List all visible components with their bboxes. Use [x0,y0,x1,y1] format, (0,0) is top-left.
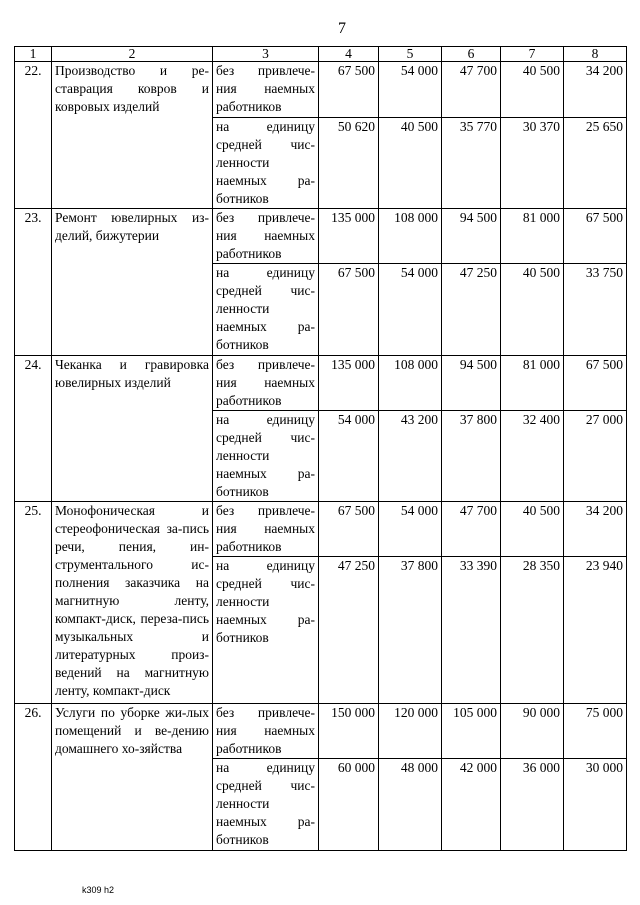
value-cell: 27 000 [564,411,627,502]
value-cell: 37 800 [379,557,442,704]
value-cell: 54 000 [319,411,379,502]
condition: на единицу средней чис-ленности наемных ра-ботников [213,557,319,704]
row-number: 26. [15,704,52,851]
header-row [15,47,627,62]
table-row [15,704,627,759]
row-number: 24. [15,356,52,502]
column-header: 1 [15,47,52,62]
table-row [15,62,627,118]
value-cell: 81 000 [501,356,564,411]
condition: без привлече-ния наемных работников [213,356,319,411]
condition: на единицу средней чис-ленности наемных ра-ботников [213,759,319,851]
value-cell: 36 000 [501,759,564,851]
value-cell: 67 500 [319,264,379,356]
value-cell: 47 250 [442,264,501,356]
table-row [15,356,627,411]
tariff-table [14,46,627,851]
value-cell: 135 000 [319,209,379,264]
value-cell: 67 500 [319,62,379,118]
value-cell: 94 500 [442,356,501,411]
condition: без привлече-ния наемных работников [213,209,319,264]
value-cell: 47 700 [442,62,501,118]
row-number: 22. [15,62,52,209]
value-cell: 135 000 [319,356,379,411]
value-cell: 42 000 [442,759,501,851]
value-cell: 67 500 [564,209,627,264]
column-header: 2 [52,47,213,62]
value-cell: 54 000 [379,62,442,118]
value-cell: 32 400 [501,411,564,502]
value-cell: 94 500 [442,209,501,264]
value-cell: 54 000 [379,264,442,356]
row-number: 23. [15,209,52,356]
table-row [15,502,627,557]
value-cell: 34 200 [564,502,627,557]
column-header: 5 [379,47,442,62]
value-cell: 30 000 [564,759,627,851]
condition: без привлече-ния наемных работников [213,62,319,118]
condition: на единицу средней чис-ленности наемных ра-ботников [213,118,319,209]
value-cell: 40 500 [379,118,442,209]
value-cell: 90 000 [501,704,564,759]
value-cell: 50 620 [319,118,379,209]
value-cell: 33 750 [564,264,627,356]
value-cell: 108 000 [379,356,442,411]
value-cell: 40 500 [501,502,564,557]
value-cell: 33 390 [442,557,501,704]
value-cell: 25 650 [564,118,627,209]
value-cell: 75 000 [564,704,627,759]
activity-name: Производство и ре-ставрация ковров и ковровых изделий [52,62,213,209]
value-cell: 35 770 [442,118,501,209]
column-header: 6 [442,47,501,62]
document-code: k309 h2 [82,885,115,895]
value-cell: 28 350 [501,557,564,704]
value-cell: 47 700 [442,502,501,557]
row-number: 25. [15,502,52,704]
table-row [15,209,627,264]
value-cell: 40 500 [501,264,564,356]
page-number: 7 [338,20,346,37]
value-cell: 54 000 [379,502,442,557]
condition: на единицу средней чис-ленности наемных ра-ботников [213,264,319,356]
value-cell: 23 940 [564,557,627,704]
condition: без привлече-ния наемных работников [213,704,319,759]
value-cell: 67 500 [319,502,379,557]
value-cell: 48 000 [379,759,442,851]
column-header: 4 [319,47,379,62]
column-header: 8 [564,47,627,62]
value-cell: 47 250 [319,557,379,704]
column-header: 3 [213,47,319,62]
activity-name: Ремонт ювелирных из-делий, бижутерии [52,209,213,356]
column-header: 7 [501,47,564,62]
activity-name: Чеканка и гравировка ювелирных изделий [52,356,213,502]
value-cell: 43 200 [379,411,442,502]
value-cell: 81 000 [501,209,564,264]
value-cell: 108 000 [379,209,442,264]
value-cell: 105 000 [442,704,501,759]
value-cell: 120 000 [379,704,442,759]
value-cell: 30 370 [501,118,564,209]
value-cell: 67 500 [564,356,627,411]
activity-name: Монофоническая и стереофоническая за-пись речи, пения, ин-струментального ис-полнения заказчика на магнитную ленту, компакт-диск, переза-пись музыкальных и литературных произ-ведений на магнитную ленту, компакт-диск [52,502,213,704]
value-cell: 40 500 [501,62,564,118]
value-cell: 60 000 [319,759,379,851]
value-cell: 34 200 [564,62,627,118]
value-cell: 150 000 [319,704,379,759]
condition: на единицу средней чис-ленности наемных ра-ботников [213,411,319,502]
condition: без привлече-ния наемных работников [213,502,319,557]
activity-name: Услуги по уборке жи-лых помещений и ве-дению домашнего хо-зяйства [52,704,213,851]
value-cell: 37 800 [442,411,501,502]
